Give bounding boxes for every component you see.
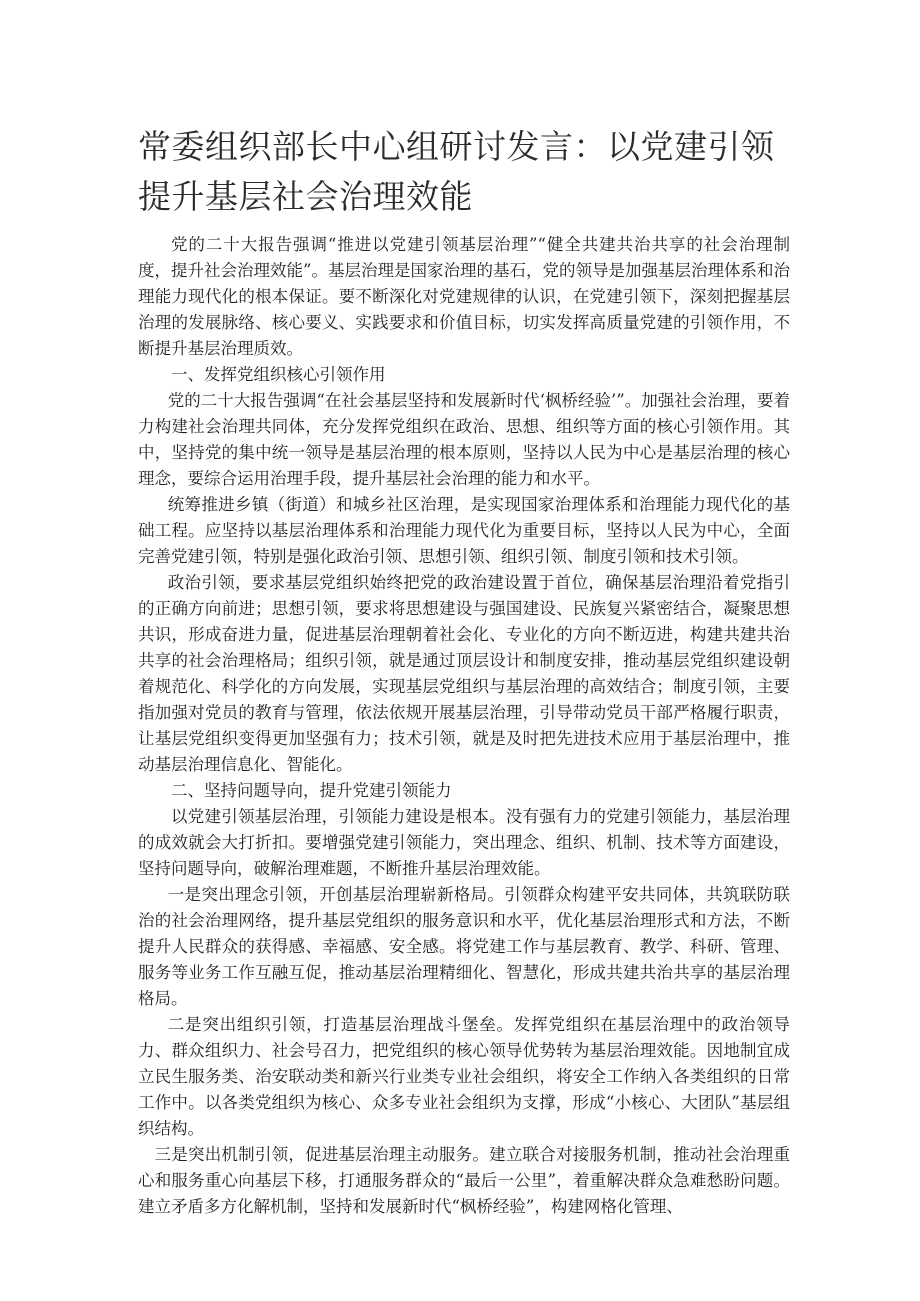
document-body xyxy=(138,232,790,1220)
paragraph-intro: 党的二十大报告强调“推进以党建引领基层治理”“健全共建共治共享的社会治理制度，提升社会治理效能”。基层治理是国家治理的基石，党的领导是加强基层治理体系和治理能力现代化的根本保证。要不断深化对党建规律的认识，在党建引领下，深刻把握基层治理的发展脉络、核心要义、实践要求和价值目标，切实发挥高质量党建的引领作用，不断提升基层治理质效。 xyxy=(138,235,790,358)
paragraph: 三是突出机制引领，促进基层治理主动服务。建立联合对接服务机制，推动社会治理重心和服务重心向基层下移，打通服务群众的“最后一公里”，着重解决群众急难愁盼问题。建立矛盾多方化解机制，坚持和发展新时代“枫桥经验”，构建网格化管理、 xyxy=(138,1145,790,1216)
paragraph: 政治引领，要求基层党组织始终把党的政治建设置于首位，确保基层治理沿着党指引的正确方向前进；思想引领，要求将思想建设与强国建设、民族复兴紧密结合，凝聚思想共识，形成奋进力量，促进基层治理朝着社会化、专业化的方向不断迈进，构建共建共治共享的社会治理格局；组织引领，就是通过顶层设计和制度安排，推动基层党组织建设朝着规范化、科学化的方向发展，实现基层党组织与基层治理的高效结合；制度引领，主要指加强对党员的教育与管理，依法依规开展基层治理，引导带动党员干部严格履行职责，让基层党组织变得更加坚强有力；技术引领，就是及时把先进技术应用于基层治理中，推动基层治理信息化、智能化。 xyxy=(138,573,790,774)
section-heading-1: 一、发挥党组织核心引领作用 xyxy=(171,365,386,384)
paragraph: 二是突出组织引领，打造基层治理战斗堡垒。发挥党组织在基层治理中的政治领导力、群众组织力、社会号召力，把党组织的核心领导优势转为基层治理效能。因地制宜成立民生服务类、治安联动类和新兴行业类专业社会组织，将安全工作纳入各类组织的日常工作中。以各类党组织为核心、众多专业社会组织为支撑，形成“小核心、大团队”基层组织结构。 xyxy=(138,1015,790,1138)
section-heading-2: 二、坚持问题导向，提升党建引领能力 xyxy=(171,781,452,800)
paragraph: 党的二十大报告强调“在社会基层坚持和发展新时代‘枫桥经验’”。加强社会治理，要着力构建社会治理共同体，充分发挥党组织在政治、思想、组织等方面的核心引领作用。其中，坚持党的集中统一领导是基层治理的根本原则，坚持以人民为中心是基层治理的核心理念，要综合运用治理手段，提升基层社会治理的能力和水平。 xyxy=(138,391,790,488)
paragraph: 统筹推进乡镇（街道）和城乡社区治理，是实现国家治理体系和治理能力现代化的基础工程。应坚持以基层治理体系和治理能力现代化为重要目标，坚持以人民为中心，全面完善党建引领，特别是强化政治引领、思想引领、组织引领、制度引领和技术引领。 xyxy=(138,495,790,566)
paragraph: 以党建引领基层治理，引领能力建设是根本。没有强有力的党建引领能力，基层治理的成效就会大打折扣。要增强党建引领能力，突出理念、组织、机制、技术等方面建设，坚持问题导向，破解治理难题，不断推升基层治理效能。 xyxy=(138,807,790,878)
document-title: 常委组织部长中心组研讨发言：以党建引领提升基层社会治理效能 xyxy=(138,127,775,216)
paragraph: 一是突出理念引领，开创基层治理崭新格局。引领群众构建平安共同体，共筑联防联治的社会治理网络，提升基层党组织的服务意识和水平，优化基层治理形式和方法，不断提升人民群众的获得感、幸福感、安全感。将党建工作与基层教育、教学、科研、管理、服务等业务工作互融互促，推动基层治理精细化、智慧化，形成共建共治共享的基层治理格局。 xyxy=(138,885,790,1008)
